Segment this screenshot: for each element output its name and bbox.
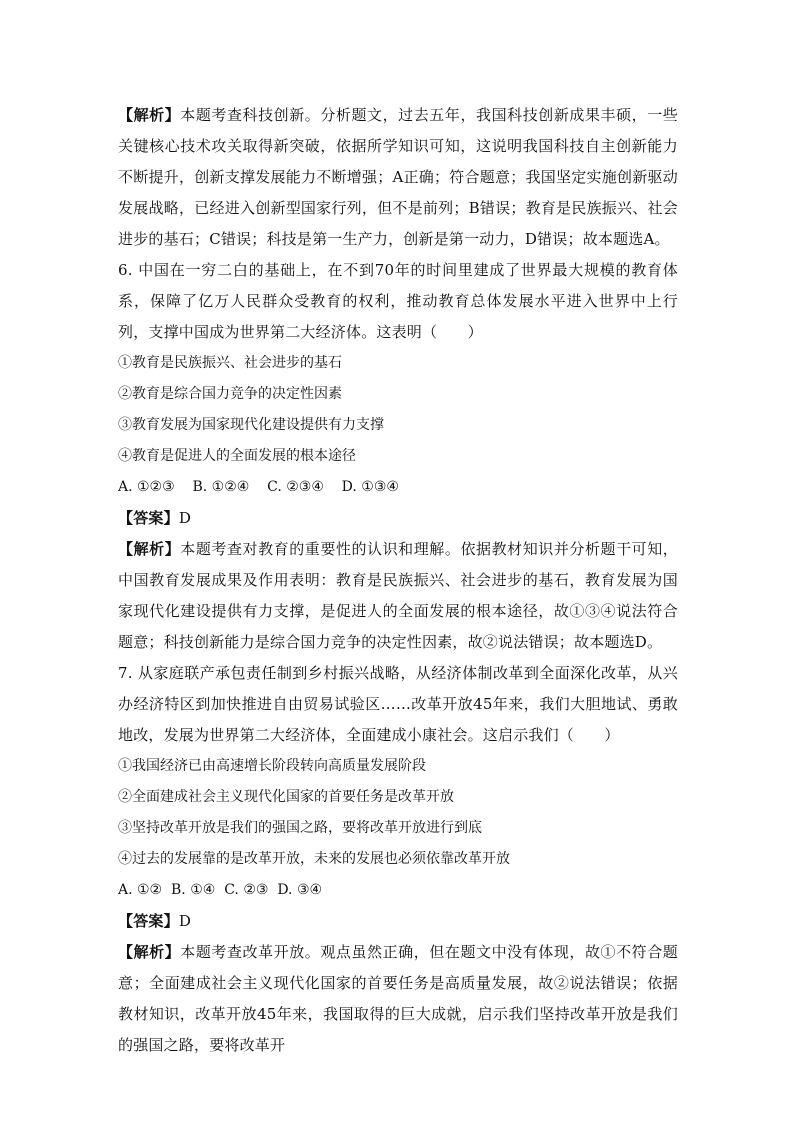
- analysis-q6-label: 【解析】: [118, 540, 181, 558]
- q6-statement-3-text: ③教育发展为国家现代化建设提供有力支撑: [118, 417, 384, 433]
- q6-statement-2-text: ②教育是综合国力竞争的决定性因素: [118, 386, 342, 402]
- answer-q7-label: 【答案】: [118, 912, 179, 930]
- q7-statement-3-text: ③坚持改革开放是我们的强国之路，要将改革开放进行到底: [118, 820, 482, 836]
- analysis-q5: [118, 100, 678, 255]
- q6-statement-4: [118, 441, 678, 472]
- q6-statement-1-text: ①教育是民族振兴、社会进步的基石: [118, 355, 342, 371]
- answer-q6: [118, 503, 678, 534]
- analysis-q7-label: 【解析】: [118, 943, 181, 961]
- q7-choices: [118, 875, 678, 906]
- question-6: [118, 255, 678, 348]
- answer-q7-text: D: [178, 912, 192, 930]
- q6-statement-2: [118, 379, 678, 410]
- q6-choices: [118, 472, 678, 503]
- question-7: [118, 658, 678, 751]
- q6-statement-4-text: ④教育是促进人的全面发展的根本途径: [118, 448, 356, 464]
- analysis-q7-text: 本题考查改革开放。观点虽然正确，但在题文中没有体现，故①不符合题意；全面建成社会主义现代化国家的首要任务是高质量发展，故②说法错误；依据教材知识，改革开放45年来，我国取得的巨大成就，启示我们坚持改革开放是我们的强国之路，要将改革开: [118, 943, 678, 1054]
- question-6-text: 6. 中国在一穷二白的基础上，在不到70年的时间里建成了世界最大规模的教育体系，保障了亿万人民群众受教育的权利，推动教育总体发展水平进入世界中上行列，支撑中国成为世界第二大经济体。这表明（ ）: [118, 261, 678, 341]
- q6-statement-1: [118, 348, 678, 379]
- q7-statement-4: [118, 844, 678, 875]
- q7-statement-1: [118, 751, 678, 782]
- q7-statement-2-text: ②全面建成社会主义现代化国家的首要任务是改革开放: [118, 789, 454, 805]
- analysis-q5-label: 【解析】: [118, 106, 181, 124]
- analysis-q6-text: 本题考查对教育的重要性的认识和理解。依据教材知识并分析题干可知，中国教育发展成果及作用表明：教育是民族振兴、社会进步的基石，教育发展为国家现代化建设提供有力支撑，是促进人的全面发展的根本途径，故①③④说法符合题意；科技创新能力是综合国力竞争的决定性因素，故②说法错误；故本题选D。: [118, 540, 678, 651]
- q7-statement-1-text: ①我国经济已由高速增长阶段转向高质量发展阶段: [118, 758, 426, 774]
- question-7-text: 7. 从家庭联产承包责任制到乡村振兴战略，从经济体制改革到全面深化改革，从兴办经济特区到加快推进自由贸易试验区……改革开放45年来，我们大胆地试、勇敢地改，发展为世界第二大经济体，全面建成小康社会。这启示我们（ ）: [118, 664, 678, 744]
- analysis-q5-text: 本题考查科技创新。分析题文，过去五年，我国科技创新成果丰硕，一些关键核心技术攻关取得新突破，依据所学知识可知，这说明我国科技自主创新能力不断提升，创新支撑发展能力不断增强；A正确；符合题意；我国坚定实施创新驱动发展战略，已经进入创新型国家行列，但不是前列；B错误；教育是民族振兴、社会进步的基石；C错误；科技是第一生产力，创新是第一动力，D错误；故本题选A。: [118, 106, 678, 248]
- q7-statement-3: [118, 813, 678, 844]
- analysis-q6: [118, 534, 678, 658]
- document-content: [118, 100, 678, 1061]
- q7-statement-4-text: ④过去的发展靠的是改革开放，未来的发展也必须依靠改革开放: [118, 851, 510, 867]
- q7-choices-text: A. ①② B. ①④ C. ②③ D. ③④: [118, 882, 323, 898]
- analysis-q7: [118, 937, 678, 1061]
- answer-q6-text: D: [178, 509, 192, 527]
- q6-statement-3: [118, 410, 678, 441]
- answer-q7: [118, 906, 678, 937]
- q6-choices-text: A. ①②③ B. ①②④ C. ②③④ D. ①③④: [118, 479, 399, 495]
- q7-statement-2: [118, 782, 678, 813]
- answer-q6-label: 【答案】: [118, 509, 179, 527]
